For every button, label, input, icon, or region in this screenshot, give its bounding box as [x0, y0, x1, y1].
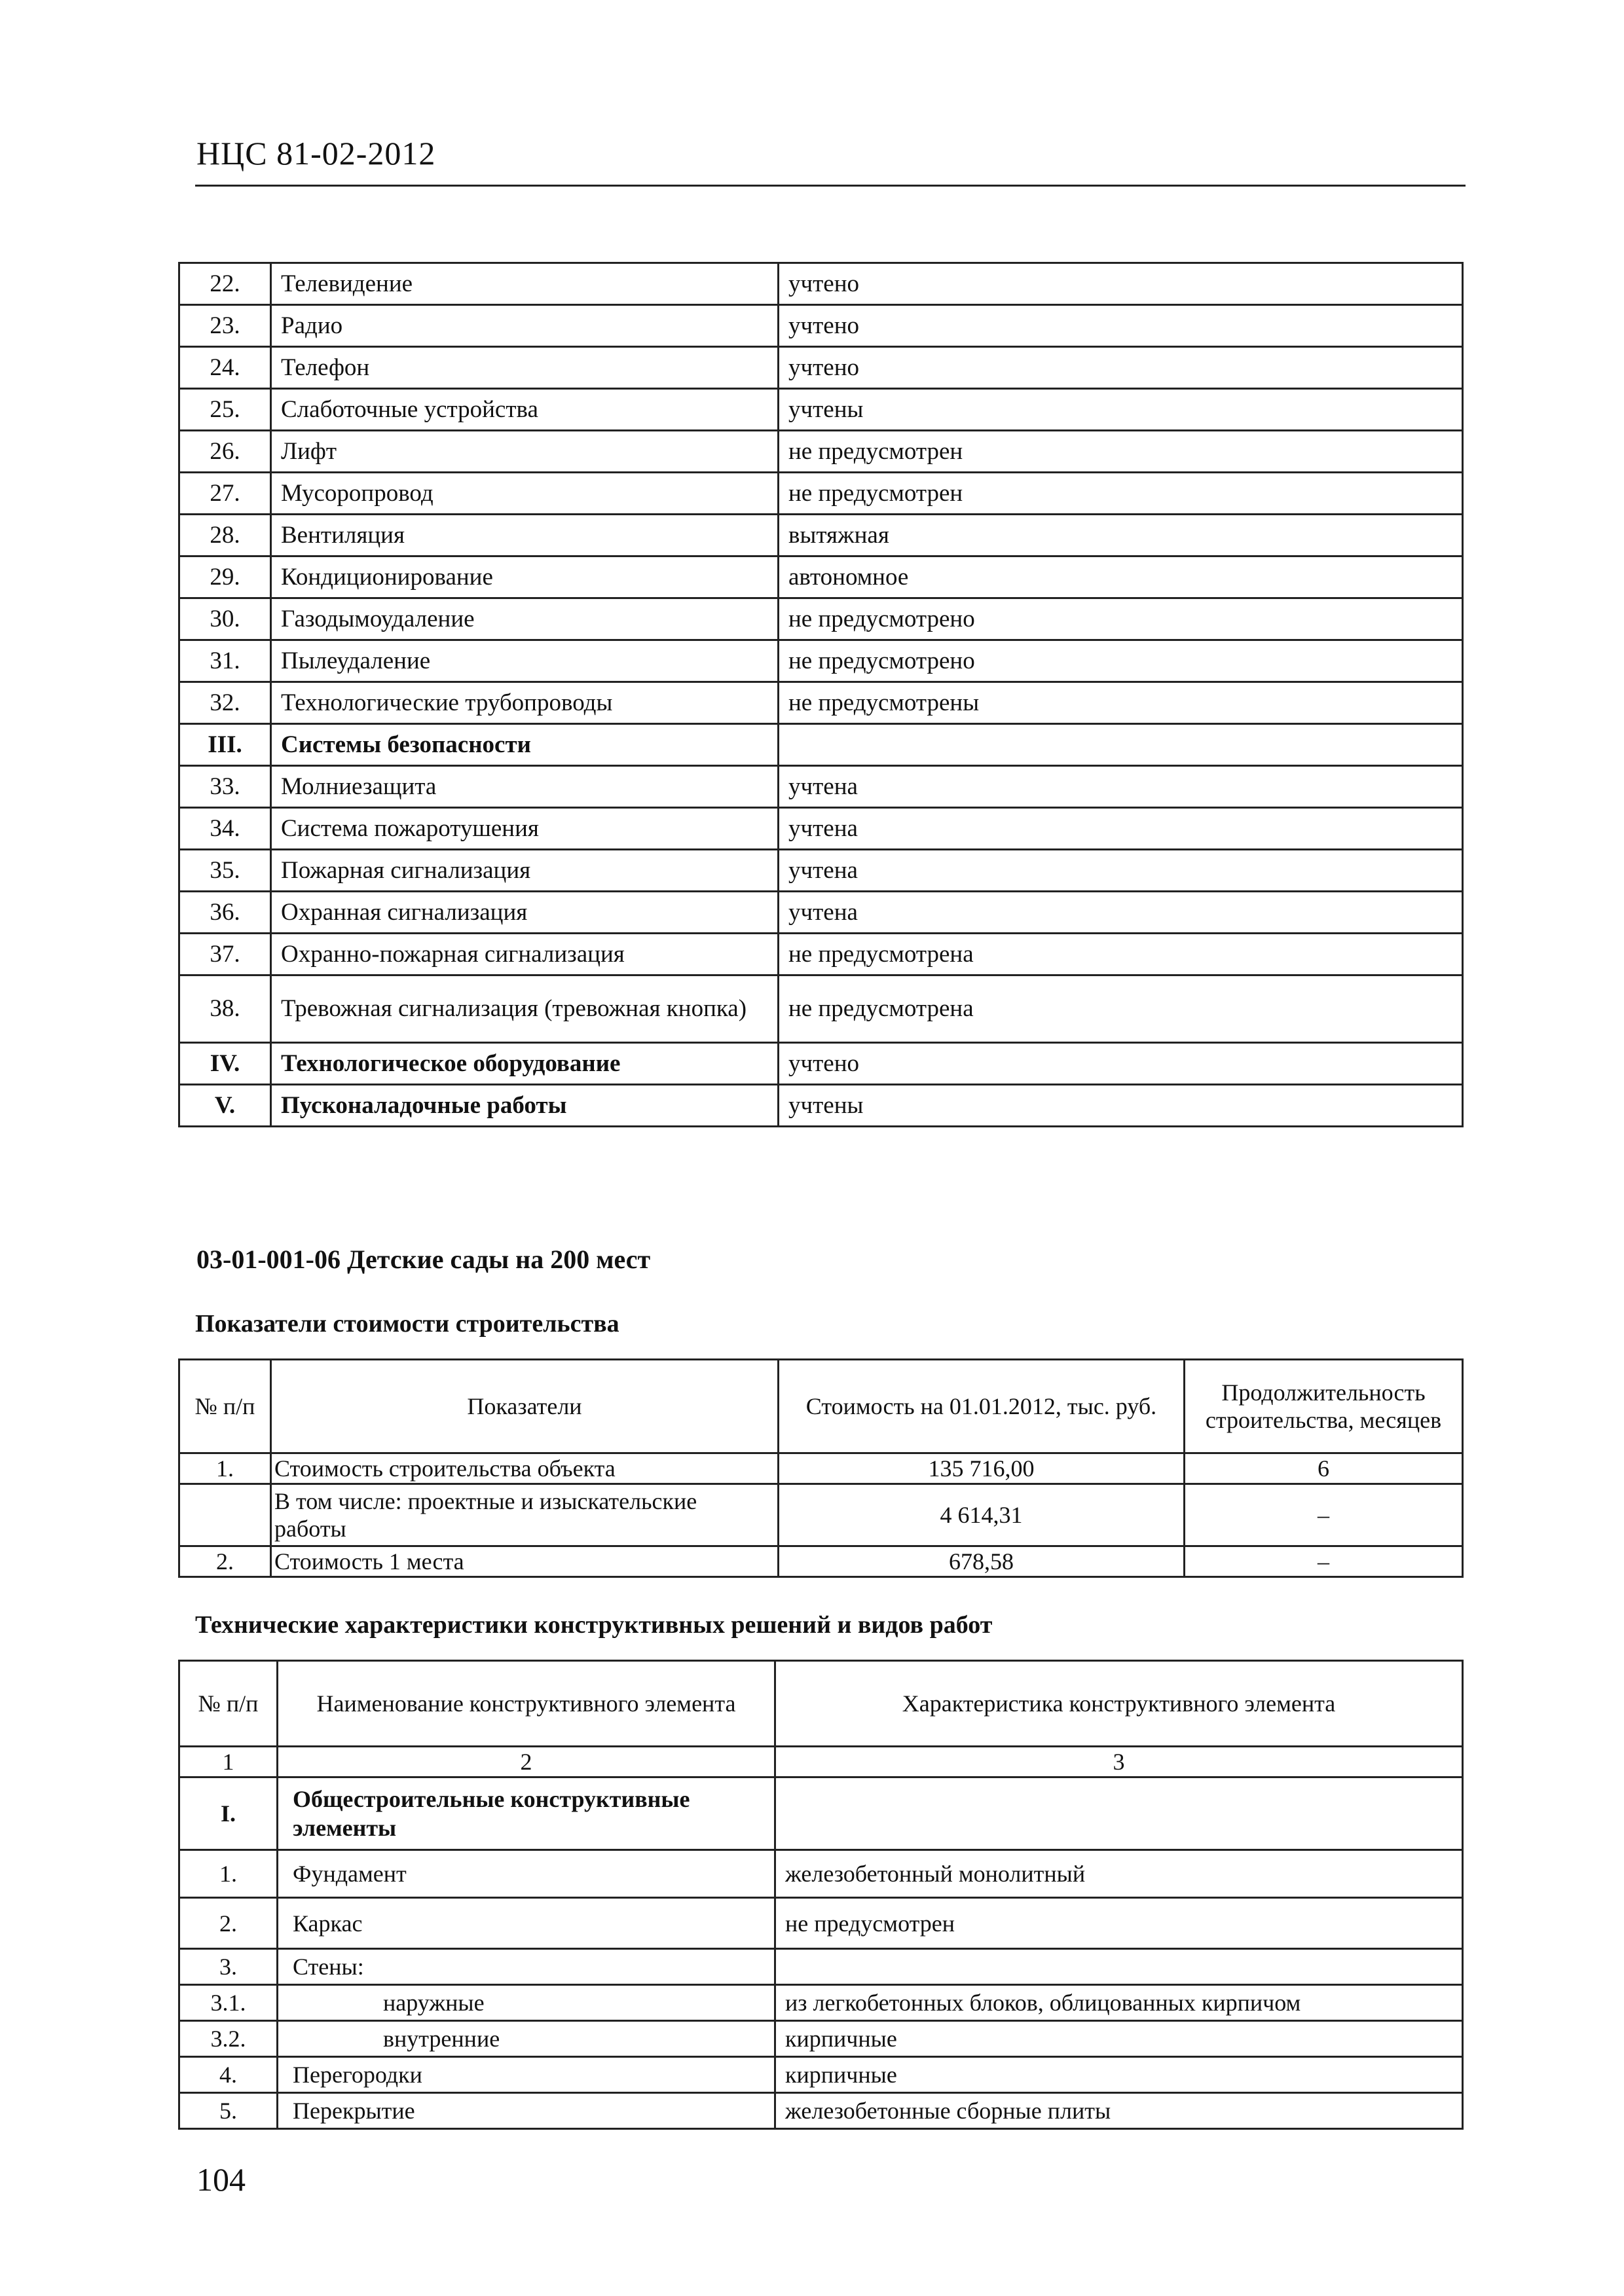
- table-header-row: [179, 1360, 1463, 1453]
- row-number: [179, 1484, 271, 1546]
- table-section-row: [179, 1043, 1463, 1085]
- table-row: [179, 347, 1463, 389]
- row-characteristic: железобетонные сборные плиты: [775, 2093, 1463, 2129]
- row-name: Молниезащита: [271, 766, 779, 808]
- row-name: Телефон: [271, 347, 779, 389]
- row-number: 2.: [179, 1898, 278, 1949]
- row-value: учтено: [779, 305, 1463, 347]
- row-name: Каркас: [278, 1898, 775, 1949]
- row-value: учтено: [779, 347, 1463, 389]
- section-name: Общестроительные конструктивные элементы: [278, 1777, 775, 1850]
- table-row: [179, 766, 1463, 808]
- row-number: 3.1.: [179, 1985, 278, 2021]
- row-number: 34.: [179, 808, 271, 850]
- row-value: не предусмотрена: [779, 934, 1463, 975]
- row-value: автономное: [779, 556, 1463, 598]
- row-characteristic: из легкобетонных блоков, облицованных кирпичом: [775, 1985, 1463, 2021]
- table-row: [179, 598, 1463, 640]
- row-name: Перекрытие: [278, 2093, 775, 2129]
- table-row: [179, 1453, 1463, 1484]
- row-name: Стоимость 1 места: [271, 1546, 779, 1577]
- header-duration: Продолжительность строительства, месяцев: [1185, 1360, 1463, 1453]
- row-number: 26.: [179, 431, 271, 473]
- table-row: [179, 1949, 1463, 1985]
- row-number: 4.: [179, 2057, 278, 2093]
- row-value: учтена: [779, 808, 1463, 850]
- row-name: Тревожная сигнализация (тревожная кнопка): [271, 975, 779, 1043]
- row-name: Охранно-пожарная сигнализация: [271, 934, 779, 975]
- row-value: учтено: [779, 1043, 1463, 1085]
- row-number: 31.: [179, 640, 271, 682]
- table-section-row: [179, 724, 1463, 766]
- row-name: Слаботочные устройства: [271, 389, 779, 431]
- row-name: внутренние: [278, 2021, 775, 2057]
- row-name: В том числе: проектные и изыскательские работы: [271, 1484, 779, 1546]
- row-number: 1.: [179, 1850, 278, 1898]
- column-number: 1: [179, 1747, 278, 1777]
- row-name: Пылеудаление: [271, 640, 779, 682]
- table-row: [179, 934, 1463, 975]
- table-row: [179, 1985, 1463, 2021]
- table-row: [179, 556, 1463, 598]
- row-name: Система пожаротушения: [271, 808, 779, 850]
- row-number: 24.: [179, 347, 271, 389]
- row-characteristic: [775, 1949, 1463, 1985]
- row-name: Перегородки: [278, 2057, 775, 2093]
- column-number-row: [179, 1747, 1463, 1777]
- row-characteristic: железобетонный монолитный: [775, 1850, 1463, 1898]
- tech-table: [178, 1660, 1464, 2130]
- row-value: не предусмотрен: [779, 473, 1463, 515]
- row-number: 3.: [179, 1949, 278, 1985]
- row-name: Стены:: [278, 1949, 775, 1985]
- row-number: 28.: [179, 515, 271, 556]
- section-number: III.: [179, 724, 271, 766]
- row-duration: –: [1185, 1484, 1463, 1546]
- section-name: Пусконаладочные работы: [271, 1085, 779, 1127]
- row-name: Технологические трубопроводы: [271, 682, 779, 724]
- section-number: IV.: [179, 1043, 271, 1085]
- row-characteristic: не предусмотрен: [775, 1898, 1463, 1949]
- row-name: Лифт: [271, 431, 779, 473]
- document-header-title: НЦС 81-02-2012: [196, 135, 436, 172]
- section-number: I.: [179, 1777, 278, 1850]
- header-name: Наименование конструктивного элемента: [278, 1661, 775, 1747]
- table-row: [179, 263, 1463, 305]
- row-name: Газодымоудаление: [271, 598, 779, 640]
- row-duration: –: [1185, 1546, 1463, 1577]
- row-number: 37.: [179, 934, 271, 975]
- row-cost: 135 716,00: [779, 1453, 1185, 1484]
- row-name: Мусоропровод: [271, 473, 779, 515]
- header-num: № п/п: [179, 1661, 278, 1747]
- row-number: 27.: [179, 473, 271, 515]
- row-number: 1.: [179, 1453, 271, 1484]
- cost-table: [178, 1358, 1464, 1578]
- row-number: 32.: [179, 682, 271, 724]
- row-value: вытяжная: [779, 515, 1463, 556]
- header-num: № п/п: [179, 1360, 271, 1453]
- section-name: Технологическое оборудование: [271, 1043, 779, 1085]
- row-name: наружные: [278, 1985, 775, 2021]
- section-name: Системы безопасности: [271, 724, 779, 766]
- systems-table: [178, 262, 1464, 1127]
- table-section-row: [179, 1777, 1463, 1850]
- table-row: [179, 1546, 1463, 1577]
- table-section-row: [179, 1085, 1463, 1127]
- table-row: [179, 808, 1463, 850]
- header-rule: [195, 185, 1466, 187]
- column-number: 3: [775, 1747, 1463, 1777]
- table-row: [179, 682, 1463, 724]
- table-row: [179, 2021, 1463, 2057]
- row-value: учтены: [779, 1085, 1463, 1127]
- table-row: [179, 892, 1463, 934]
- row-value: не предусмотрена: [779, 975, 1463, 1043]
- row-number: 23.: [179, 305, 271, 347]
- row-characteristic: кирпичные: [775, 2057, 1463, 2093]
- table-row: [179, 2057, 1463, 2093]
- table-row: [179, 975, 1463, 1043]
- row-number: 2.: [179, 1546, 271, 1577]
- table-row: [179, 1898, 1463, 1949]
- header-name: Показатели: [271, 1360, 779, 1453]
- table-row: [179, 1850, 1463, 1898]
- table-row: [179, 305, 1463, 347]
- row-value: учтено: [779, 263, 1463, 305]
- row-duration: 6: [1185, 1453, 1463, 1484]
- row-number: 29.: [179, 556, 271, 598]
- row-value: [779, 724, 1463, 766]
- section-title: 03-01-001-06 Детские сады на 200 мест: [196, 1245, 651, 1274]
- row-number: 30.: [179, 598, 271, 640]
- row-number: 36.: [179, 892, 271, 934]
- row-name: Пожарная сигнализация: [271, 850, 779, 892]
- tech-table-title: Технические характеристики конструктивных решений и видов работ: [195, 1611, 993, 1639]
- row-name: Телевидение: [271, 263, 779, 305]
- row-value: учтена: [779, 892, 1463, 934]
- row-number: 5.: [179, 2093, 278, 2129]
- table-row: [179, 850, 1463, 892]
- header-cost: Стоимость на 01.01.2012, тыс. руб.: [779, 1360, 1185, 1453]
- table-row: [179, 473, 1463, 515]
- row-value: не предусмотрены: [779, 682, 1463, 724]
- row-name: Радио: [271, 305, 779, 347]
- row-value: учтена: [779, 850, 1463, 892]
- row-name: Кондиционирование: [271, 556, 779, 598]
- row-number: 25.: [179, 389, 271, 431]
- row-value: учтена: [779, 766, 1463, 808]
- table-row: [179, 389, 1463, 431]
- row-number: 22.: [179, 263, 271, 305]
- table-row: [179, 515, 1463, 556]
- row-name: Стоимость строительства объекта: [271, 1453, 779, 1484]
- row-name: Фундамент: [278, 1850, 775, 1898]
- cost-table-title: Показатели стоимости строительства: [195, 1310, 619, 1338]
- table-header-row: [179, 1661, 1463, 1747]
- row-cost: 678,58: [779, 1546, 1185, 1577]
- header-characteristic: Характеристика конструктивного элемента: [775, 1661, 1463, 1747]
- row-name: Охранная сигнализация: [271, 892, 779, 934]
- row-characteristic: [775, 1777, 1463, 1850]
- row-value: не предусмотрен: [779, 431, 1463, 473]
- row-value: не предусмотрено: [779, 598, 1463, 640]
- row-cost: 4 614,31: [779, 1484, 1185, 1546]
- row-number: 38.: [179, 975, 271, 1043]
- column-number: 2: [278, 1747, 775, 1777]
- row-value: не предусмотрено: [779, 640, 1463, 682]
- table-row: [179, 2093, 1463, 2129]
- row-value: учтены: [779, 389, 1463, 431]
- section-number: V.: [179, 1085, 271, 1127]
- page-number: 104: [196, 2161, 246, 2198]
- row-characteristic: кирпичные: [775, 2021, 1463, 2057]
- row-number: 33.: [179, 766, 271, 808]
- table-row: [179, 640, 1463, 682]
- table-row: [179, 431, 1463, 473]
- row-number: 3.2.: [179, 2021, 278, 2057]
- table-row: [179, 1484, 1463, 1546]
- row-number: 35.: [179, 850, 271, 892]
- row-name: Вентиляция: [271, 515, 779, 556]
